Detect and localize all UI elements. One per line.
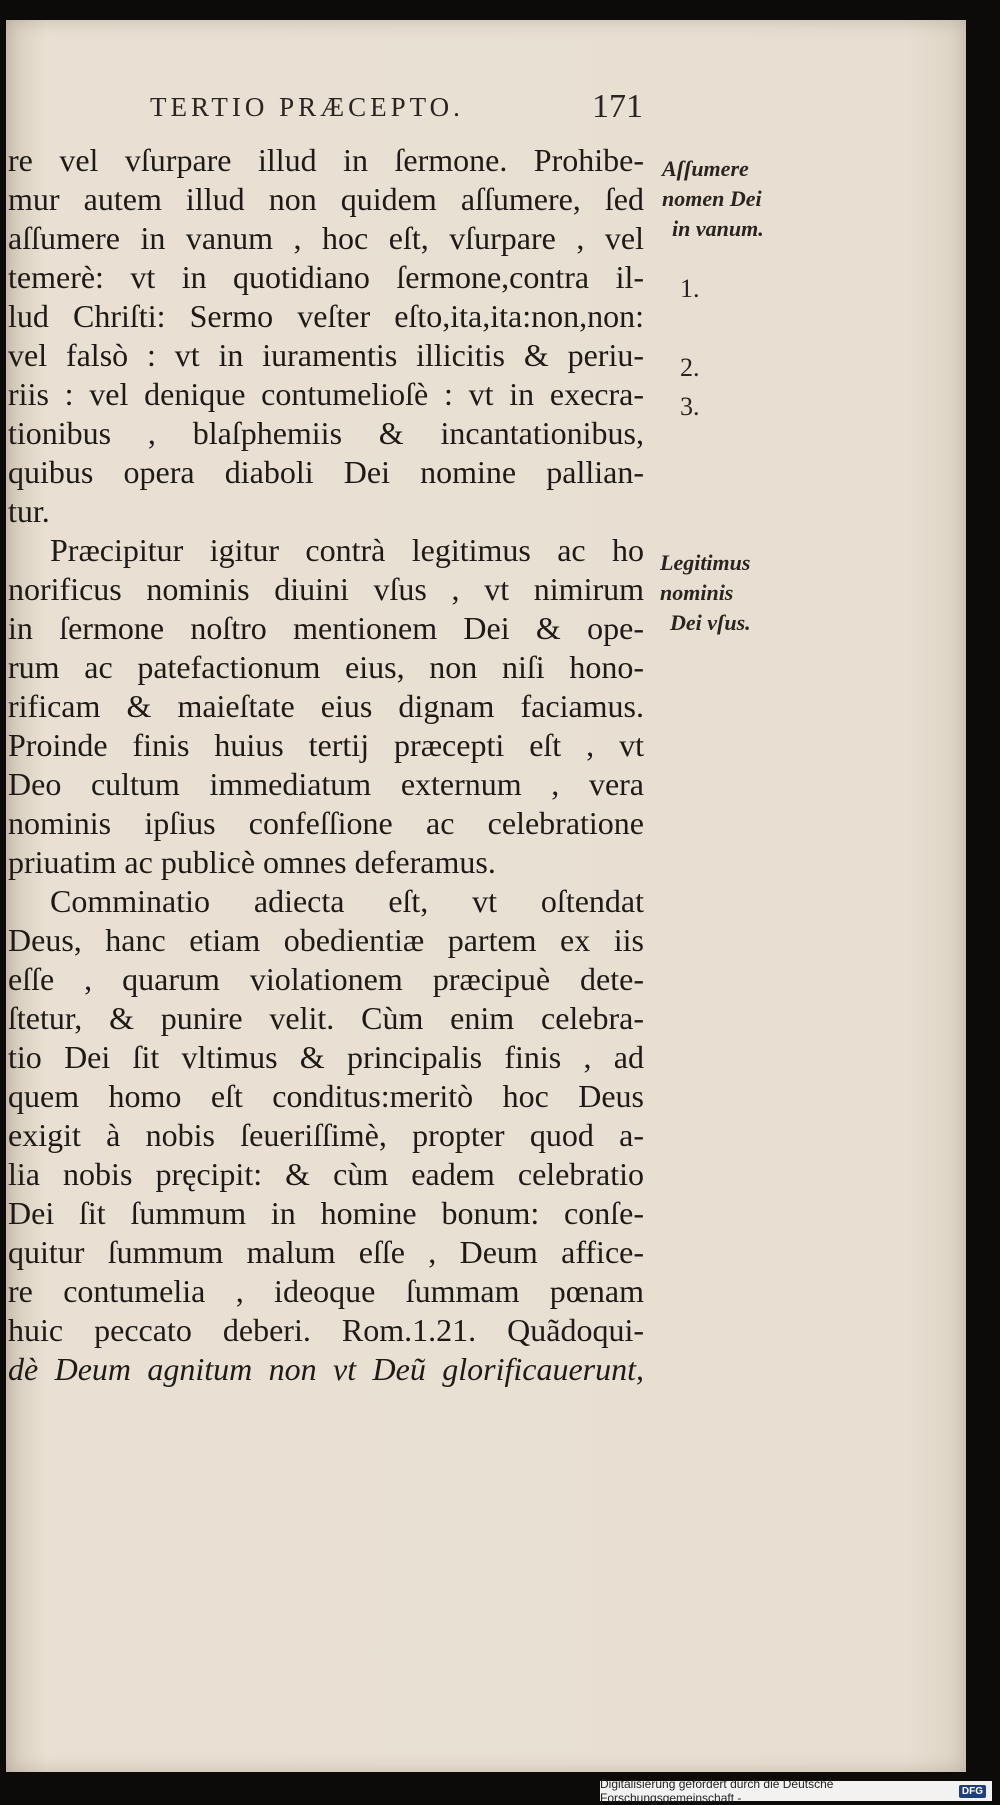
text-line: in ſermone noſtro mentionem Dei & ope-	[8, 610, 644, 646]
main-text-block	[8, 141, 644, 1389]
text-line: quibus opera diaboli Dei nomine pallian-	[8, 454, 644, 490]
footer-text: Digitalisierung gefördert durch die Deutsche Forschungsgemeinschaft -	[600, 1777, 834, 1805]
text-line: tionibus , blaſphemiis & incantationibus,	[8, 415, 644, 451]
margin-number-3: 3.	[680, 392, 700, 421]
text-line: quitur ſummum malum eſſe , Deum affice-	[8, 1234, 644, 1270]
text-line: temerè: vt in quotidiano ſermone,contra il-	[8, 259, 644, 295]
text-line: ſtetur, & punire velit. Cùm enim celebra-	[8, 1000, 644, 1036]
margin-note-legitimus	[660, 548, 751, 638]
text-line: Deus, hanc etiam obedientiæ partem ex iis	[8, 922, 644, 958]
text-line: nominis ipſius confeſſione ac celebratione	[8, 805, 644, 841]
digitization-footer	[600, 1777, 992, 1805]
text-line: exigit à nobis ſeueriſſimè, propter quod a-	[8, 1117, 644, 1153]
text-line: aſſumere in vanum , hoc eſt, vſurpare , vel	[8, 220, 644, 256]
text-line: Dei ſit ſummum in homine bonum: conſe-	[8, 1195, 644, 1231]
text-line: rum ac patefactionum eius, non niſi hono-	[8, 649, 644, 685]
text-line: Deo cultum immediatum externum , vera	[8, 766, 644, 802]
text-line: vel falsò : vt in iuramentis illicitis & periu-	[8, 337, 644, 373]
text-line: riis : vel denique contumelioſè : vt in execra-	[8, 376, 644, 412]
text-line: re contumelia , ideoque ſummam pœnam	[8, 1273, 644, 1309]
margin-number-2: 2.	[680, 353, 700, 382]
running-title: TERTIO PRÆCEPTO.	[150, 92, 464, 122]
margin-note-line: in vanum.	[672, 216, 764, 241]
margin-note-line: nomen Dei	[662, 186, 762, 211]
margin-number-1: 1.	[680, 274, 700, 303]
text-line: mur autem illud non quidem aſſumere, ſed	[8, 181, 644, 217]
text-line: lud Chriſti: Sermo veſter eſto,ita,ita:non,non:	[8, 298, 644, 334]
text-line: tio Dei ſit vltimus & principalis finis , ad	[8, 1039, 644, 1075]
text-line: dè Deum agnitum non vt Deũ glorificauerunt,	[8, 1351, 644, 1387]
text-line: rificam & maieſtate eius dignam faciamus.	[8, 688, 644, 724]
margin-note-line: Legitimus	[660, 550, 751, 575]
text-line: tur.	[8, 493, 50, 529]
dfg-logo-icon: DFG	[959, 1785, 986, 1798]
text-line: re vel vſurpare illud in ſermone. Prohibe-	[8, 142, 644, 178]
text-line: Comminatio adiecta eſt, vt oſtendat	[50, 883, 644, 919]
text-line: huic peccato deberi. Rom.1.21. Quãdoqui-	[8, 1312, 644, 1348]
margin-note-assumere	[662, 154, 764, 244]
margin-note-line: Dei vſus.	[670, 610, 751, 635]
text-line: lia nobis pręcipit: & cùm eadem celebratio	[8, 1156, 644, 1192]
text-line: norificus nominis diuini vſus , vt nimirum	[8, 571, 644, 607]
text-line: eſſe , quarum violationem præcipuè dete-	[8, 961, 644, 997]
text-line: priuatim ac publicè omnes deferamus.	[8, 844, 496, 880]
text-line: quem homo eſt conditus:meritò hoc Deus	[8, 1078, 644, 1114]
text-line: Proinde finis huius tertij præcepti eſt , vt	[8, 727, 644, 763]
margin-note-line: Aſſumere	[662, 156, 749, 181]
margin-note-line: nominis	[660, 580, 734, 605]
page-number: 171	[592, 88, 643, 125]
text-line: Præcipitur igitur contrà legitimus ac ho	[50, 532, 644, 568]
